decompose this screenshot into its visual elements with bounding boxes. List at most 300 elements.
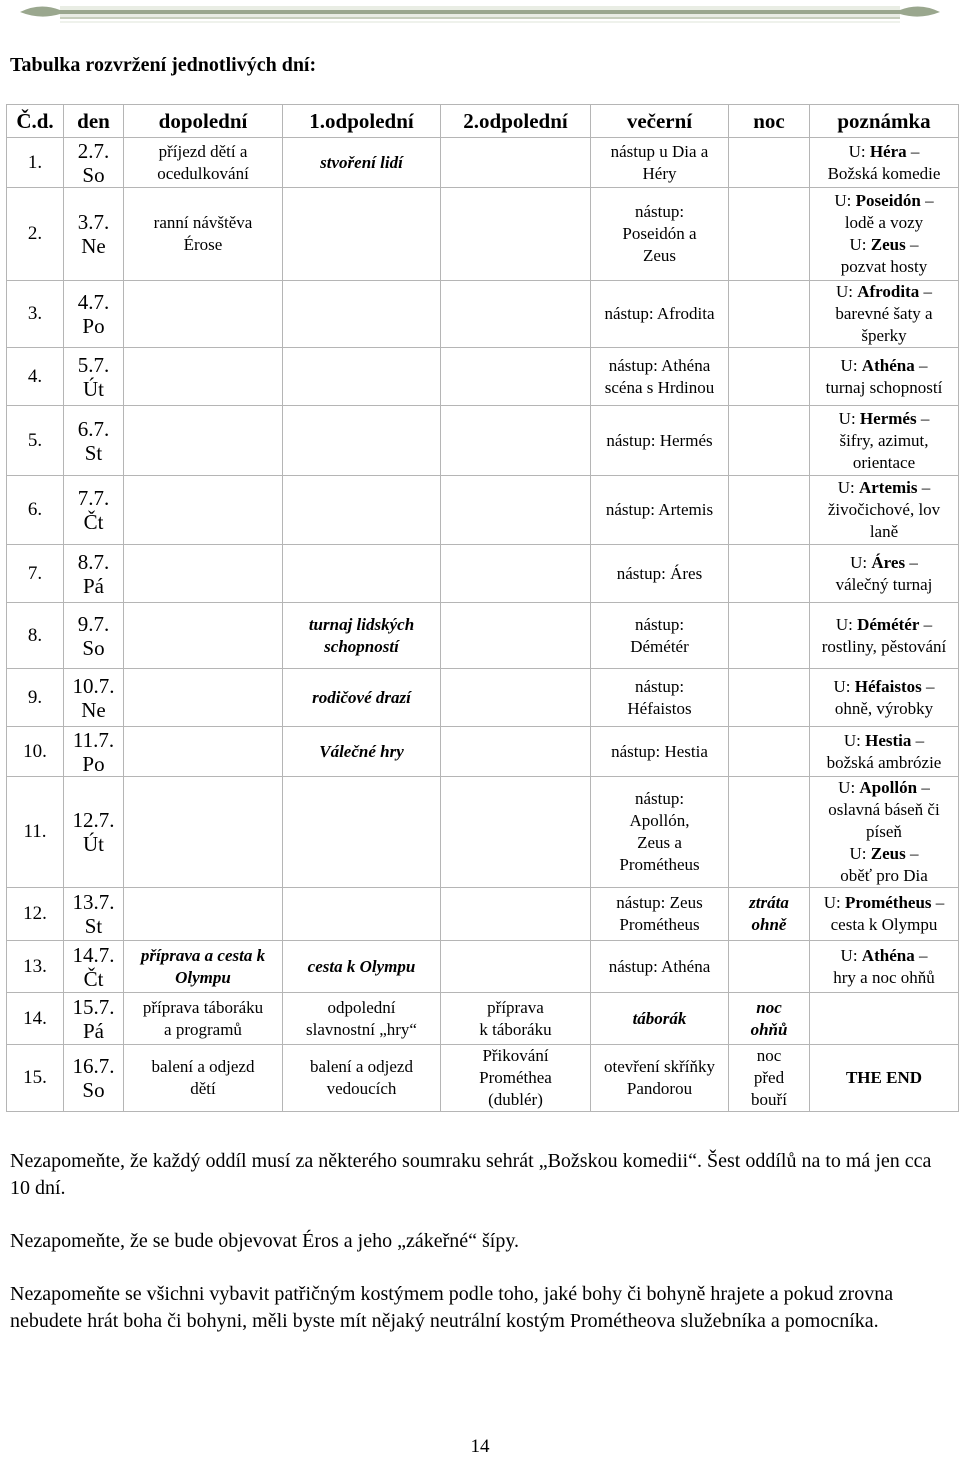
vecerni-line: nástup: Athéna: [608, 355, 711, 375]
vecerni-line: Démétér: [630, 636, 689, 656]
note-separator: –: [905, 552, 918, 572]
vecerni-line: Héfaistos: [627, 698, 692, 718]
note-prefix: U:: [840, 945, 862, 965]
odpoledni1-cell: [283, 545, 441, 603]
header-day-number: Č.d.: [7, 105, 64, 138]
date-value: 16.7.: [72, 1054, 115, 1078]
odpoledni2-line: (dublér): [488, 1090, 543, 1109]
vecerni-line: Apollón,: [629, 811, 690, 830]
note-god-name: Artemis: [858, 478, 918, 497]
odpoledni1-cell: [283, 777, 441, 888]
vecerni-line: nástup: Áres: [616, 563, 703, 583]
odpoledni1-cell: [283, 941, 441, 993]
weekday-value: Po: [82, 314, 105, 338]
odpoledni2-cell: [441, 476, 591, 545]
noc-cell: [729, 476, 810, 545]
odpoledni1-line: cesta k Olympu: [307, 956, 416, 976]
odpoledni2-line: Přikování: [482, 1046, 549, 1065]
odpoledni1-cell: [283, 888, 441, 941]
vecerni-line: Zeus a: [637, 833, 682, 852]
day-number-cell: 3.: [7, 281, 64, 348]
odpoledni1-line: stvoření lidí: [320, 152, 403, 172]
day-number-cell: 1.: [7, 138, 64, 188]
dopoledni-line: ranní návštěva: [153, 213, 253, 232]
vecerni-cell: [591, 603, 729, 669]
date-value: 6.7.: [77, 416, 110, 441]
date-cell: [64, 603, 124, 669]
header-evening: večerní: [591, 105, 729, 138]
odpoledni2-cell: [441, 993, 591, 1045]
decorative-header-banner: [0, 0, 960, 30]
day-number-cell: 6.: [7, 476, 64, 545]
odpoledni2-cell: [441, 888, 591, 941]
vecerni-line: nástup: Hestia: [611, 741, 708, 761]
vecerni-line: Prométheus: [619, 855, 700, 874]
date-cell: [64, 941, 124, 993]
note-cell: [810, 888, 959, 941]
note-prefix: U:: [833, 676, 855, 696]
vecerni-line: Zeus: [642, 246, 677, 265]
odpoledni1-line: turnaj lidských: [308, 614, 415, 634]
note-text: válečný turnaj: [835, 574, 933, 594]
note-god-name: Poseidón: [855, 191, 921, 210]
noc-line: noc: [756, 997, 782, 1017]
note-cell: [810, 777, 959, 888]
day-number-cell: 2.: [7, 188, 64, 281]
dopoledni-cell: [124, 281, 283, 348]
vecerni-cell: [591, 545, 729, 603]
note-cell: [810, 406, 959, 476]
note-separator: –: [906, 141, 920, 161]
odpoledni2-cell: [441, 669, 591, 727]
date-cell: [64, 888, 124, 941]
vecerni-line: Poseidón a: [622, 224, 697, 243]
header-night: noc: [729, 105, 810, 138]
noc-cell: [729, 1045, 810, 1112]
note-god-name: Héfaistos: [854, 676, 922, 696]
vecerni-line: nástup: Hermés: [606, 430, 713, 450]
note-text: hry a noc ohňů: [833, 967, 935, 987]
note-prefix: U:: [848, 141, 870, 161]
noc-cell: [729, 603, 810, 669]
vecerni-line: nástup:: [634, 202, 685, 221]
note-separator: –: [919, 614, 933, 634]
odpoledni2-line: příprava: [487, 997, 544, 1017]
odpoledni2-cell: [441, 1045, 591, 1112]
note-separator: –: [914, 945, 928, 965]
table-row: [7, 941, 959, 993]
noc-line: noc: [756, 1046, 782, 1065]
note-god-name: Apollón: [859, 778, 918, 797]
note-cell: [810, 941, 959, 993]
note-separator: –: [911, 730, 925, 750]
note-prefix: U:: [823, 893, 845, 912]
note-cell: [810, 1045, 959, 1112]
note-god-name: Hestia: [865, 730, 912, 750]
note-cell: [810, 348, 959, 406]
weekday-value: Po: [82, 751, 105, 776]
vecerni-line: nástup: Artemis: [605, 500, 714, 519]
noc-cell: [729, 888, 810, 941]
odpoledni2-line: Prométhea: [479, 1068, 552, 1087]
day-number-cell: 12.: [7, 888, 64, 941]
note-cell: [810, 603, 959, 669]
vecerni-cell: [591, 941, 729, 993]
weekday-value: Pá: [83, 573, 104, 598]
date-cell: [64, 188, 124, 281]
note-separator: –: [905, 235, 919, 254]
noc-cell: [729, 545, 810, 603]
note-text: oslavná báseň či píseň: [828, 800, 940, 841]
date-cell: [64, 993, 124, 1045]
date-cell: [64, 406, 124, 476]
note-text: rostliny, pěstování: [821, 636, 947, 656]
day-number-cell: 4.: [7, 348, 64, 406]
day-number-cell: 10.: [7, 727, 64, 777]
day-number-cell: 14.: [7, 993, 64, 1045]
dopoledni-cell: [124, 993, 283, 1045]
note-god-name: Hermés: [859, 408, 917, 428]
vecerni-line: otevření skříňky: [604, 1057, 715, 1076]
date-value: 4.7.: [77, 290, 110, 314]
vecerni-cell: [591, 348, 729, 406]
table-row: [7, 281, 959, 348]
note-text: pozvat hosty: [840, 257, 928, 276]
note-separator: –: [920, 191, 934, 210]
note-prefix: U:: [850, 552, 872, 572]
note-god-name: Prométheus: [844, 893, 932, 912]
vecerni-line: nástup:: [634, 789, 685, 808]
note-text: lodě a vozy: [844, 213, 924, 232]
dopoledni-cell: [124, 669, 283, 727]
dopoledni-line: příjezd dětí a: [158, 141, 248, 161]
vecerni-cell: [591, 138, 729, 188]
header-note: poznámka: [810, 105, 959, 138]
note-cell: [810, 476, 959, 545]
noc-cell: [729, 281, 810, 348]
noc-line: ohňů: [750, 1019, 788, 1039]
day-number-cell: 5.: [7, 406, 64, 476]
vecerni-cell: [591, 777, 729, 888]
dopoledni-cell: [124, 476, 283, 545]
noc-line: ohně: [751, 915, 787, 934]
vecerni-line: scéna s Hrdinou: [604, 377, 715, 397]
dopoledni-line: příprava a cesta k: [140, 945, 266, 965]
date-value: 10.7.: [72, 673, 115, 698]
header-date: den: [64, 105, 124, 138]
odpoledni1-cell: [283, 476, 441, 545]
noc-line: před: [753, 1068, 785, 1087]
odpoledni1-cell: [283, 993, 441, 1045]
odpoledni1-cell: [283, 727, 441, 777]
date-value: 5.7.: [77, 352, 110, 377]
odpoledni1-cell: [283, 603, 441, 669]
vecerni-cell: [591, 281, 729, 348]
dopoledni-cell: [124, 1045, 283, 1112]
note-cell: [810, 545, 959, 603]
note-god-name: Áres: [871, 552, 906, 572]
vecerni-cell: [591, 188, 729, 281]
dopoledni-cell: [124, 545, 283, 603]
note-separator: –: [919, 282, 932, 301]
odpoledni2-cell: [441, 941, 591, 993]
date-cell: [64, 138, 124, 188]
note-cell: [810, 727, 959, 777]
note-god-name: Zeus: [870, 844, 906, 863]
odpoledni1-line: Válečné hry: [319, 741, 404, 761]
date-cell: [64, 669, 124, 727]
weekday-value: St: [84, 440, 103, 465]
weekday-value: So: [82, 635, 105, 660]
date-value: 8.7.: [77, 549, 110, 574]
weekday-value: So: [82, 162, 105, 187]
table-row: [7, 888, 959, 941]
note-text: turnaj schopností: [825, 377, 943, 397]
note-separator: –: [905, 844, 919, 863]
noc-cell: [729, 727, 810, 777]
date-cell: [64, 476, 124, 545]
notes-section: [10, 1148, 945, 1361]
note-text: barevné šaty a šperky: [835, 304, 933, 345]
date-value: 15.7.: [72, 994, 115, 1019]
note-text: cesta k Olympu: [830, 915, 938, 934]
vecerni-cell: [591, 669, 729, 727]
odpoledni2-cell: [441, 545, 591, 603]
note-separator: –: [914, 355, 928, 375]
odpoledni1-cell: [283, 138, 441, 188]
page-title: Tabulka rozvržení jednotlivých dní:: [10, 54, 317, 76]
note-paragraph: Nezapomeňte, že se bude objevovat Éros a jeho „zákeřné“ šípy.: [10, 1230, 520, 1252]
day-number-cell: 11.: [7, 777, 64, 888]
note-text: THE END: [845, 1068, 923, 1087]
vecerni-line: táborák: [632, 1008, 687, 1028]
date-cell: [64, 348, 124, 406]
odpoledni2-line: k táboráku: [479, 1019, 552, 1039]
vecerni-cell: [591, 993, 729, 1045]
schedule-body: [7, 138, 959, 1112]
table-row: [7, 669, 959, 727]
noc-cell: [729, 406, 810, 476]
dopoledni-line: balení a odjezd: [151, 1057, 255, 1076]
note-text: božská ambrózie: [826, 752, 942, 772]
dopoledni-cell: [124, 406, 283, 476]
weekday-value: Út: [83, 832, 104, 856]
noc-line: bouří: [751, 1090, 787, 1109]
note-separator: –: [921, 676, 935, 696]
vecerni-cell: [591, 1045, 729, 1112]
note-god-name: Héra: [869, 141, 907, 161]
odpoledni1-line: schopností: [324, 636, 399, 656]
note-god-name: Zeus: [870, 235, 906, 254]
day-number-cell: 7.: [7, 545, 64, 603]
table-row: [7, 777, 959, 888]
vecerni-cell: [591, 476, 729, 545]
note-god-name: Athéna: [861, 945, 915, 965]
date-cell: [64, 545, 124, 603]
schedule-table: [6, 104, 959, 1112]
date-cell: [64, 777, 124, 888]
dopoledni-cell: [124, 138, 283, 188]
note-prefix: U:: [838, 408, 860, 428]
date-cell: [64, 1045, 124, 1112]
dopoledni-line: a programů: [164, 1019, 242, 1039]
note-prefix: U:: [838, 778, 860, 797]
odpoledni1-cell: [283, 669, 441, 727]
table-row: [7, 476, 959, 545]
weekday-value: Ne: [81, 234, 106, 258]
table-row: [7, 406, 959, 476]
table-row: [7, 603, 959, 669]
note-prefix: U:: [843, 730, 866, 750]
odpoledni1-cell: [283, 281, 441, 348]
note-text: živočichové, lov laně: [827, 500, 941, 541]
page-number: 14: [470, 1436, 490, 1457]
dopoledni-cell: [124, 603, 283, 669]
header-afternoon-1: 1.odpolední: [283, 105, 441, 138]
table-row: [7, 727, 959, 777]
note-cell: [810, 138, 959, 188]
dopoledni-line: Olympu: [175, 967, 231, 987]
date-cell: [64, 727, 124, 777]
noc-cell: [729, 993, 810, 1045]
day-number-cell: 13.: [7, 941, 64, 993]
note-text: oběť pro Dia: [840, 866, 928, 885]
dopoledni-line: příprava táboráku: [142, 997, 264, 1017]
date-value: 11.7.: [72, 727, 115, 752]
vecerni-line: Pandorou: [626, 1079, 693, 1098]
odpoledni2-cell: [441, 138, 591, 188]
vecerni-cell: [591, 406, 729, 476]
note-cell: [810, 281, 959, 348]
note-god-name: Athéna: [861, 355, 915, 375]
note-text: ohně, výrobky: [834, 698, 934, 718]
note-prefix: U:: [835, 282, 858, 301]
odpoledni2-cell: [441, 727, 591, 777]
odpoledni2-cell: [441, 603, 591, 669]
note-text: šifry, azimut, orientace: [839, 430, 929, 472]
table-row: [7, 545, 959, 603]
table-row: [7, 993, 959, 1045]
odpoledni1-line: odpolední: [327, 997, 396, 1017]
noc-line: ztráta: [749, 893, 789, 912]
table-row: [7, 1045, 959, 1112]
date-value: 13.7.: [72, 890, 115, 914]
note-separator: –: [917, 778, 930, 797]
odpoledni1-line: slavnostní „hry“: [306, 1019, 417, 1039]
day-number-cell: 15.: [7, 1045, 64, 1112]
dopoledni-line: Érose: [183, 235, 223, 254]
odpoledni2-cell: [441, 777, 591, 888]
weekday-value: Čt: [83, 510, 104, 534]
note-paragraph: Nezapomeňte se všichni vybavit patřičným kostýmem podle toho, jaké bohy či bohyně hrajete a pokud zrovna nebudete hrát boha či bohyni, měli byste mít nějaký neutrální kostým Prométheova služebníka a pomocníka.: [10, 1283, 894, 1332]
noc-cell: [729, 777, 810, 888]
date-value: 9.7.: [77, 611, 110, 636]
day-number-cell: 8.: [7, 603, 64, 669]
odpoledni1-cell: [283, 188, 441, 281]
note-text: Božská komedie: [827, 163, 941, 183]
noc-cell: [729, 138, 810, 188]
note-prefix: U:: [849, 844, 871, 863]
note-separator: –: [917, 478, 931, 497]
weekday-value: So: [82, 1078, 105, 1102]
note-cell: [810, 188, 959, 281]
odpoledni2-cell: [441, 281, 591, 348]
vecerni-line: Prométheus: [619, 915, 700, 934]
note-separator: –: [916, 408, 930, 428]
note-separator: –: [931, 893, 945, 912]
noc-cell: [729, 348, 810, 406]
odpoledni1-line: rodičové drazí: [312, 687, 411, 707]
odpoledni1-line: balení a odjezd: [310, 1057, 413, 1076]
date-value: 7.7.: [77, 486, 110, 510]
note-prefix: U:: [835, 614, 858, 634]
odpoledni1-cell: [283, 406, 441, 476]
table-row: [7, 348, 959, 406]
note-cell: [810, 993, 959, 1045]
dopoledni-cell: [124, 188, 283, 281]
noc-cell: [729, 188, 810, 281]
odpoledni2-cell: [441, 406, 591, 476]
note-cell: [810, 669, 959, 727]
dopoledni-line: dětí: [190, 1079, 216, 1098]
table-row: [7, 188, 959, 281]
dopoledni-cell: [124, 727, 283, 777]
dopoledni-cell: [124, 941, 283, 993]
header-morning: dopolední: [124, 105, 283, 138]
note-paragraph: Nezapomeňte, že každý oddíl musí za některého soumraku sehrát „Božskou komedii“. Šest oddílů na to má jen cca 10 dní.: [10, 1150, 932, 1199]
weekday-value: Ne: [81, 697, 106, 722]
odpoledni2-cell: [441, 188, 591, 281]
odpoledni2-cell: [441, 348, 591, 406]
vecerni-cell: [591, 888, 729, 941]
day-number-cell: 9.: [7, 669, 64, 727]
date-cell: [64, 281, 124, 348]
vecerni-line: nástup u Dia a: [610, 141, 709, 161]
vecerni-cell: [591, 727, 729, 777]
odpoledni1-cell: [283, 348, 441, 406]
date-value: 14.7.: [72, 942, 115, 967]
date-value: 3.7.: [77, 210, 110, 234]
weekday-value: Čt: [83, 966, 104, 991]
noc-cell: [729, 941, 810, 993]
table-header-row: [7, 105, 959, 138]
vecerni-line: nástup:: [634, 676, 685, 696]
dopoledni-cell: [124, 888, 283, 941]
noc-cell: [729, 669, 810, 727]
vecerni-line: Héry: [642, 163, 677, 183]
odpoledni1-cell: [283, 1045, 441, 1112]
vecerni-line: nástup: Afrodita: [604, 304, 715, 323]
dopoledni-line: ocedulkování: [157, 163, 249, 183]
date-value: 12.7.: [72, 808, 115, 832]
note-god-name: Afrodita: [857, 282, 920, 301]
table-row: [7, 138, 959, 188]
note-prefix: U:: [840, 355, 862, 375]
note-prefix: U:: [834, 191, 856, 210]
vecerni-line: nástup:: [634, 614, 685, 634]
vecerni-line: nástup: Athéna: [608, 956, 711, 976]
dopoledni-cell: [124, 348, 283, 406]
weekday-value: Pá: [83, 1018, 104, 1043]
odpoledni1-line: vedoucích: [326, 1079, 397, 1098]
weekday-value: St: [84, 914, 103, 938]
header-afternoon-2: 2.odpolední: [441, 105, 591, 138]
dopoledni-cell: [124, 777, 283, 888]
note-prefix: U:: [849, 235, 871, 254]
note-prefix: U:: [837, 478, 859, 497]
date-value: 2.7.: [77, 138, 110, 163]
weekday-value: Út: [83, 376, 104, 401]
